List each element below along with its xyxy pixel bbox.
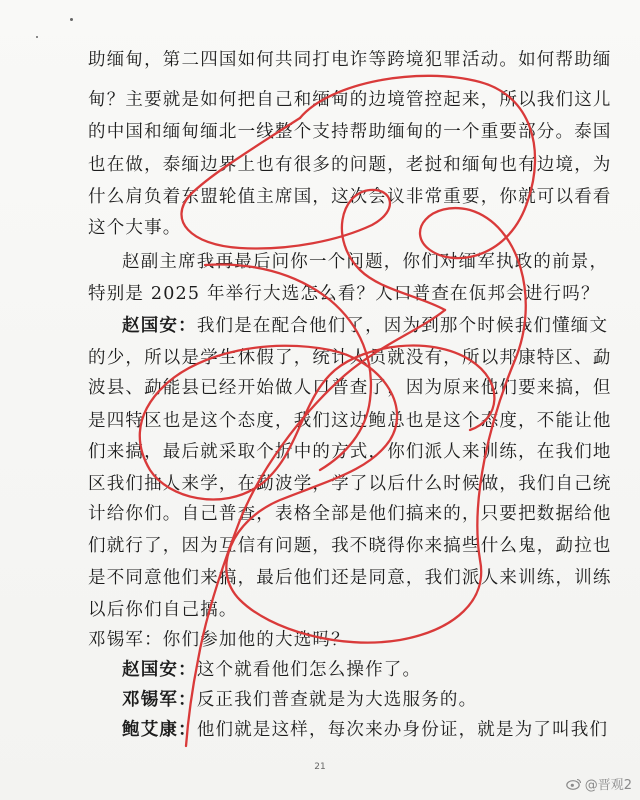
line-text: 波县、勐能县已经开始做人口普查了，因为原来他们要来搞，但 — [88, 378, 612, 398]
speaker-name: 鲍艾康： — [122, 720, 197, 740]
text-line — [122, 690, 592, 710]
line-text: 以后你们自己搞。 — [88, 600, 238, 620]
line-text: 甸？主要就是如何把自己和缅甸的边境管控起来，所以我们这儿 — [88, 90, 612, 110]
line-text: 是不同意他们来搞，最后他们还是同意，我们派人来训练，训练 — [88, 568, 612, 588]
weibo-watermark — [566, 774, 632, 793]
speck-mark — [36, 36, 38, 38]
line-text: 的中国和缅甸缅北一线整个支持帮助缅甸的一个重要部分。泰国 — [88, 122, 612, 142]
line-text: 他们就是这样，每次来办身份证，就是为了叫我们 — [196, 720, 609, 740]
scribble-stroke — [181, 118, 445, 310]
text-line — [88, 474, 612, 494]
text-line — [88, 218, 558, 238]
line-text: 是四特区也是这个态度，我们这边鲍总也是这个态度，不能让他 — [88, 411, 612, 431]
text-line — [88, 600, 558, 620]
text-line — [88, 568, 612, 588]
line-text: 反正我们普查就是为大选服务的。 — [196, 690, 478, 710]
speaker-name: 赵国安： — [122, 660, 197, 680]
weibo-logo-icon — [566, 777, 582, 790]
text-line — [122, 720, 609, 740]
text-line — [88, 348, 612, 368]
text-line — [88, 411, 612, 431]
text-line — [88, 442, 612, 462]
line-text: 这个就看他们怎么操作了。 — [196, 660, 422, 680]
text-line — [122, 316, 609, 336]
speaker-name: 赵国安： — [122, 316, 197, 336]
text-line — [88, 284, 600, 304]
text-line — [88, 504, 612, 524]
line-text: 计给你们。自己普查，表格全部是他们搞来的，只要把数据给他 — [88, 504, 612, 524]
watermark-text: @晋观2 — [584, 778, 632, 793]
line-text: 助缅甸，第二四国如何共同打电诈等跨境犯罪活动。如何帮助缅 — [88, 50, 612, 70]
line-text: 区我们抽人来学，在勐波学，学了以后什么时候做，我们自己统 — [88, 474, 612, 494]
text-line — [88, 122, 612, 142]
text-line — [88, 155, 612, 175]
line-text: 邓锡军：你们参加他的大选吗？ — [88, 630, 350, 650]
text-line — [122, 252, 609, 272]
line-text: 特别是 2025 年举行大选怎么看？人口普查在佤邦会进行吗？ — [88, 284, 600, 304]
text-line — [88, 536, 612, 556]
text-line — [88, 630, 558, 650]
line-text: 这个大事。 — [88, 218, 182, 238]
line-text: 我们是在配合他们了，因为到那个时候我们懂缅文 — [196, 316, 609, 336]
line-text: 的少，所以是学生休假了，统计人员就没有，所以邦康特区、勐 — [88, 348, 612, 368]
text-line — [88, 378, 612, 398]
text-line — [88, 187, 612, 207]
scribble-stroke — [186, 310, 445, 746]
line-text: 也在做，泰缅边界上也有很多的问题，老挝和缅甸也有边境，为 — [88, 155, 612, 175]
line-text: 赵副主席我再最后问你一个问题，你们对缅军执政的前景， — [122, 252, 609, 272]
line-text: 什么肩负着东盟轮值主席国，这次会议非常重要，你就可以看看 — [88, 187, 612, 207]
text-line — [88, 90, 612, 110]
page-number: 21 — [314, 762, 326, 772]
speck-mark — [70, 18, 73, 21]
speaker-name: 邓锡军： — [122, 690, 197, 710]
line-text: 们来搞，最后就采取个折中的方式，你们派人来训练，在我们地 — [88, 442, 612, 462]
text-line — [88, 50, 612, 70]
line-text: 们就行了，因为互信有问题，我不晓得你来搞些什么鬼，勐拉也 — [88, 536, 612, 556]
text-line — [122, 660, 592, 680]
